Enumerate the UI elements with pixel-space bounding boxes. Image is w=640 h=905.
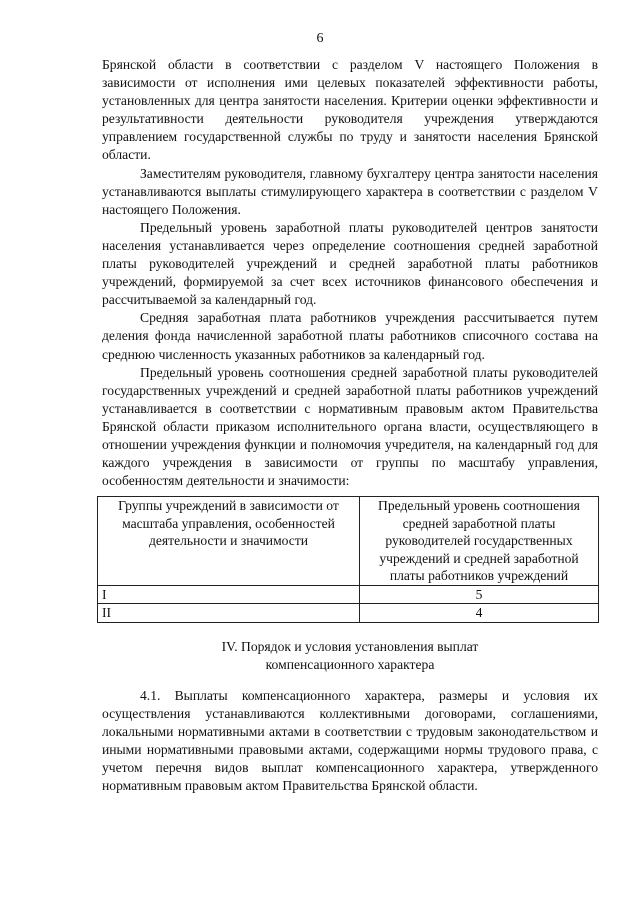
paragraph-2: Заместителям руководителя, главному бухгалтеру центра занятости населения устанавливаются выплаты стимулирующего характера в соответствии с разделом V настоящего Положения.	[102, 165, 598, 217]
paragraph-4: Средняя заработная плата работников учреждения рассчитывается путем деления фонда начисленной заработной платы работников списочного состава на среднюю численность указанных работников за календарный год.	[102, 310, 598, 362]
paragraph-3: Предельный уровень заработной платы руководителей центров занятости населения устанавливается через определение соотношения средней заработной платы руководителей учреждений и средней заработной платы работников учреждений, формируемой за счет всех источников финансового обеспечения и рассчитываемой за календарный год.	[102, 219, 598, 308]
table-header-row	[98, 497, 599, 586]
table-row	[98, 604, 599, 623]
table-header-ratio: Предельный уровень соотношения средней заработной платы руководителей государственных учреждений и средней заработной платы работников учреждений	[360, 497, 599, 586]
section-text	[102, 687, 598, 796]
section-title-line-1: IV. Порядок и условия установления выплат	[221, 639, 479, 654]
table-cell-group: II	[98, 604, 360, 623]
salary-ratio-table	[97, 496, 599, 623]
table-cell-value: 5	[360, 585, 599, 604]
section-title	[102, 638, 598, 674]
section-title-line-2: компенсационного характера	[265, 657, 435, 672]
table-cell-value: 4	[360, 604, 599, 623]
table-row	[98, 585, 599, 604]
section-paragraph-1: 4.1. Выплаты компенсационного характера, размеры и условия их осуществления устанавливаются коллективными договорами, соглашениями, локальными нормативными актами в соответствии с трудовым законодательством и иными нормативными правовыми актами, содержащими нормы трудового права, с учетом перечня видов выплат компенсационного характера, утвержденного нормативным правовым актом Правительства Брянской области.	[102, 688, 598, 794]
paragraph-5: Предельный уровень соотношения средней заработной платы руководителей государственных учреждений и средней заработной платы работников учреждений устанавливается в соответствии с нормативным правовым актом Правительства Брянской области приказом исполнительного органа власти, осуществляющего в отношении учреждения функции и полномочия учредителя, на календарный год для каждого учреждения в зависимости от группы по масштабу управления, особенностям деятельности и значимости:	[102, 364, 598, 489]
table-header-groups: Группы учреждений в зависимости от масштаба управления, особенностей деятельности и значимости	[98, 497, 360, 586]
page-number: 6	[316, 31, 324, 46]
table-cell-group: I	[98, 585, 360, 604]
main-text	[102, 56, 598, 490]
paragraph-1: Брянской области в соответствии с разделом V настоящего Положения в зависимости от исполнения ими целевых показателей эффективности работы, установленных для центра занятости населения. Критерии оценки эффективности и результативности деятельности руководителя учреждения утверждаются управлением государственной службы по труду и занятости населения Брянской области.	[102, 57, 598, 163]
